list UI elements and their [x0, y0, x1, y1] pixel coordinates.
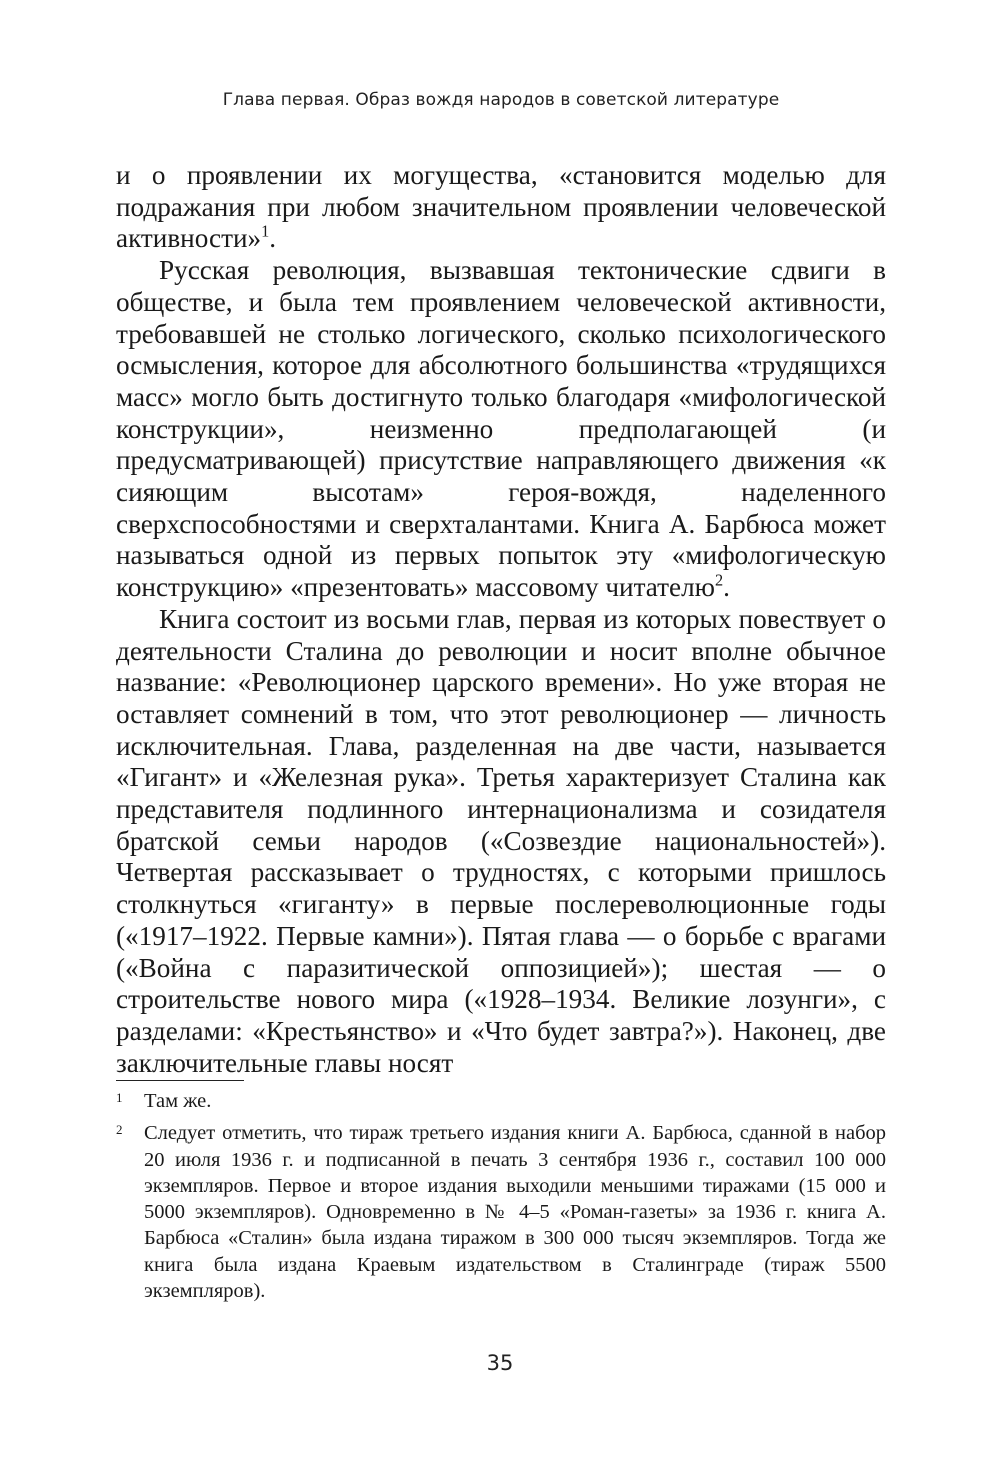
- paragraph-3-text: Книга состоит из восьми глав, первая из которых повествует о деятельности Сталина до революции и носит вполне обычное название: «Революционер царского времени». Но уже вторая не оставляет сомнений в том, что этот революционер — личность исключительная. Глава, разделенная на две части, называется «Гигант» и «Железная рука». Третья характеризует Сталина как представителя подлинного интернационализма и созидателя братской семьи народов («Созвездие национальностей»). Четвертая рассказывает о трудностях, с которыми пришлось столкнуться «гиганту» в первые послереволюционные годы («1917–1922. Первые камни»). Пятая глава — о борьбе с врагами («Война с паразитической оппозицией»); шестая — о строительстве нового мира («1928–1934. Великие лозунги», с разделами: «Крестьянство» и «Что будет завтра?»). Наконец, две заключительные главы носят: [116, 603, 886, 1078]
- paragraph-2: [116, 255, 886, 604]
- footnote-1: [116, 1088, 886, 1114]
- paragraph-3: [116, 604, 886, 1080]
- footnote-text: Следует отметить, что тираж третьего издания книги А. Барбюса, сданной в набор 20 июля 1936 г. и подписанной в печать 3 сентября 1936 г., составил 100 000 экземпляров. Первое и второе издания выходили меньшими тиражами (15 000 и 5000 экземпляров). Одновременно в № 4–5 «Роман-газеты» за 1936 г. книга А. Барбюса «Сталин» была издана тиражом в 300 000 тысяч экземпляров. Тогда же книга была издана Краевым издательством в Сталинграде (тираж 5500 экземпляров).: [144, 1122, 886, 1303]
- footnotes: [116, 1088, 886, 1310]
- footnote-number: 2: [116, 1122, 123, 1138]
- paragraph-2-text: Русская революция, вызвавшая тектонические сдвиги в обществе, и была тем проявлением человеческой активности, требовавшей не столько логического, сколько психологического осмысления, которое для абсолютного большинства «трудящихся масс» могло быть достигнуто только благодаря «мифологической конструкции», неизменно предполагающей (и предусматривающей) присутствие направляющего движения «к сияющим высотам» героя-вождя, наделенного сверхспособностями и сверхталантами. Книга А. Барбюса может называться одной из первых попыток эту «мифологическую конструкцию» «презентовать» массовому читателю: [116, 255, 886, 603]
- footnote-number: 1: [116, 1090, 123, 1105]
- paragraph-1-text: и о проявлении их могущества, «становится моделью для подражания при любом значительном проявлении человеческой активности»: [116, 160, 886, 254]
- page-number: 35: [486, 1351, 514, 1375]
- footnote-2: [116, 1120, 886, 1304]
- paragraph-1: [116, 160, 886, 255]
- paragraph-1-end: .: [269, 223, 277, 254]
- footnote-divider: [116, 1080, 244, 1081]
- footnote-ref-2[interactable]: 2: [714, 570, 724, 590]
- paragraph-2-end: .: [723, 572, 730, 603]
- footnote-ref-1[interactable]: 1: [261, 221, 270, 241]
- running-head: Глава первая. Образ вождя народов в советской литературе: [222, 90, 780, 110]
- body-text: [116, 160, 886, 1079]
- footnote-text: Там же.: [144, 1090, 212, 1112]
